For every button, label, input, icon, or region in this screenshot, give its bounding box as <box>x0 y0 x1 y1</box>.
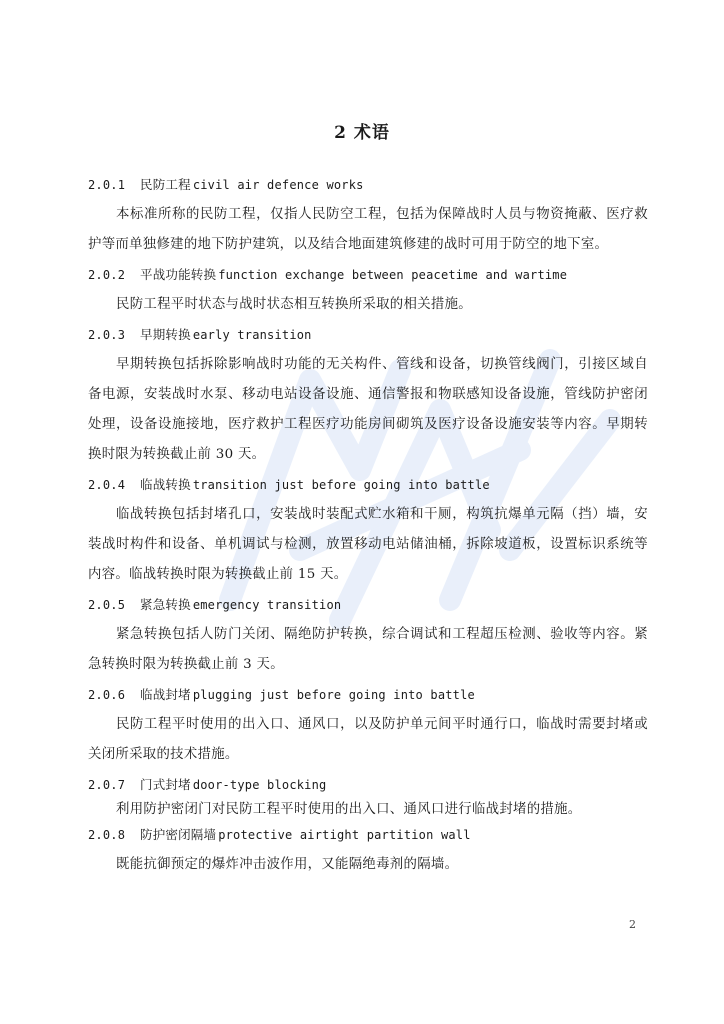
term-chinese: 临战封堵 <box>140 687 191 702</box>
term-english: door-type blocking <box>192 778 327 792</box>
term-heading <box>88 590 648 620</box>
term-number: 2.0.7 <box>88 778 126 792</box>
term-definition: 紧急转换包括人防门关闭、隔绝防护转换，综合调试和工程超压检测、验收等内容。紧急转换时限为转换截止前 3 天。 <box>88 627 648 672</box>
terms-content <box>88 170 648 880</box>
term-heading <box>88 680 648 710</box>
term-heading <box>88 320 648 350</box>
term-chinese: 早期转换 <box>140 327 191 342</box>
term-definition: 本标准所称的民防工程，仅指人民防空工程，包括为保障战时人员与物资掩蔽、医疗救护等而单独修建的地下防护建筑，以及结合地面建筑修建的战时可用于防空的地下室。 <box>88 207 648 252</box>
term-english: function exchange between peacetime and wartime <box>218 268 568 282</box>
term-number: 2.0.3 <box>88 328 126 342</box>
term-definition: 临战转换包括封堵孔口，安装战时装配式贮水箱和干厕，构筑抗爆单元隔（挡）墙，安装战时构件和设备、单机调试与检测，放置移动电站储油桶，拆除坡道板，设置标识系统等内容。临战转换时限为转换截止前 15 天。 <box>88 507 648 582</box>
page-title: 2 术语 <box>334 123 390 143</box>
term-chinese: 防护密闭隔墙 <box>140 827 217 842</box>
term-number: 2.0.6 <box>88 688 126 702</box>
term-english: transition just before going into battle <box>192 478 490 492</box>
term-number: 2.0.4 <box>88 478 126 492</box>
term-heading <box>88 470 648 500</box>
term-heading <box>88 260 648 290</box>
term-heading <box>88 820 648 850</box>
term-definition: 民防工程平时状态与战时状态相互转换所采取的相关措施。 <box>116 297 472 312</box>
term-chinese: 临战转换 <box>140 477 191 492</box>
term-heading <box>88 170 648 200</box>
term-number: 2.0.2 <box>88 268 126 282</box>
term-definition: 民防工程平时使用的出入口、通风口，以及防护单元间平时通行口，临战时需要封堵或关闭所采取的技术措施。 <box>88 717 648 762</box>
term-chinese: 紧急转换 <box>140 597 191 612</box>
term-heading <box>88 770 648 800</box>
term-definition: 利用防护密闭门对民防工程平时使用的出入口、通风口进行临战封堵的措施。 <box>116 802 582 817</box>
page-number: 2 <box>629 918 636 931</box>
term-english: civil air defence works <box>192 178 364 192</box>
term-number: 2.0.8 <box>88 828 126 842</box>
term-chinese: 平战功能转换 <box>140 267 217 282</box>
term-number: 2.0.5 <box>88 598 126 612</box>
term-chinese: 门式封堵 <box>140 777 191 792</box>
term-definition: 既能抗御预定的爆炸冲击波作用，又能隔绝毒剂的隔墙。 <box>116 857 459 872</box>
term-english: emergency transition <box>192 598 342 612</box>
term-english: early transition <box>192 328 312 342</box>
term-english: protective airtight partition wall <box>218 828 471 842</box>
term-chinese: 民防工程 <box>140 177 191 192</box>
term-english: plugging just before going into battle <box>192 688 475 702</box>
term-definition: 早期转换包括拆除影响战时功能的无关构件、管线和设备，切换管线阀门，引接区域自备电源，安装战时水泵、移动电站设备设施、通信警报和物联感知设备设施，管线防护密闭处理，设备设施接地，医疗救护工程医疗功能房间砌筑及医疗设备设施安装等内容。早期转换时限为转换截止前 30 天。 <box>88 357 648 462</box>
term-number: 2.0.1 <box>88 178 126 192</box>
